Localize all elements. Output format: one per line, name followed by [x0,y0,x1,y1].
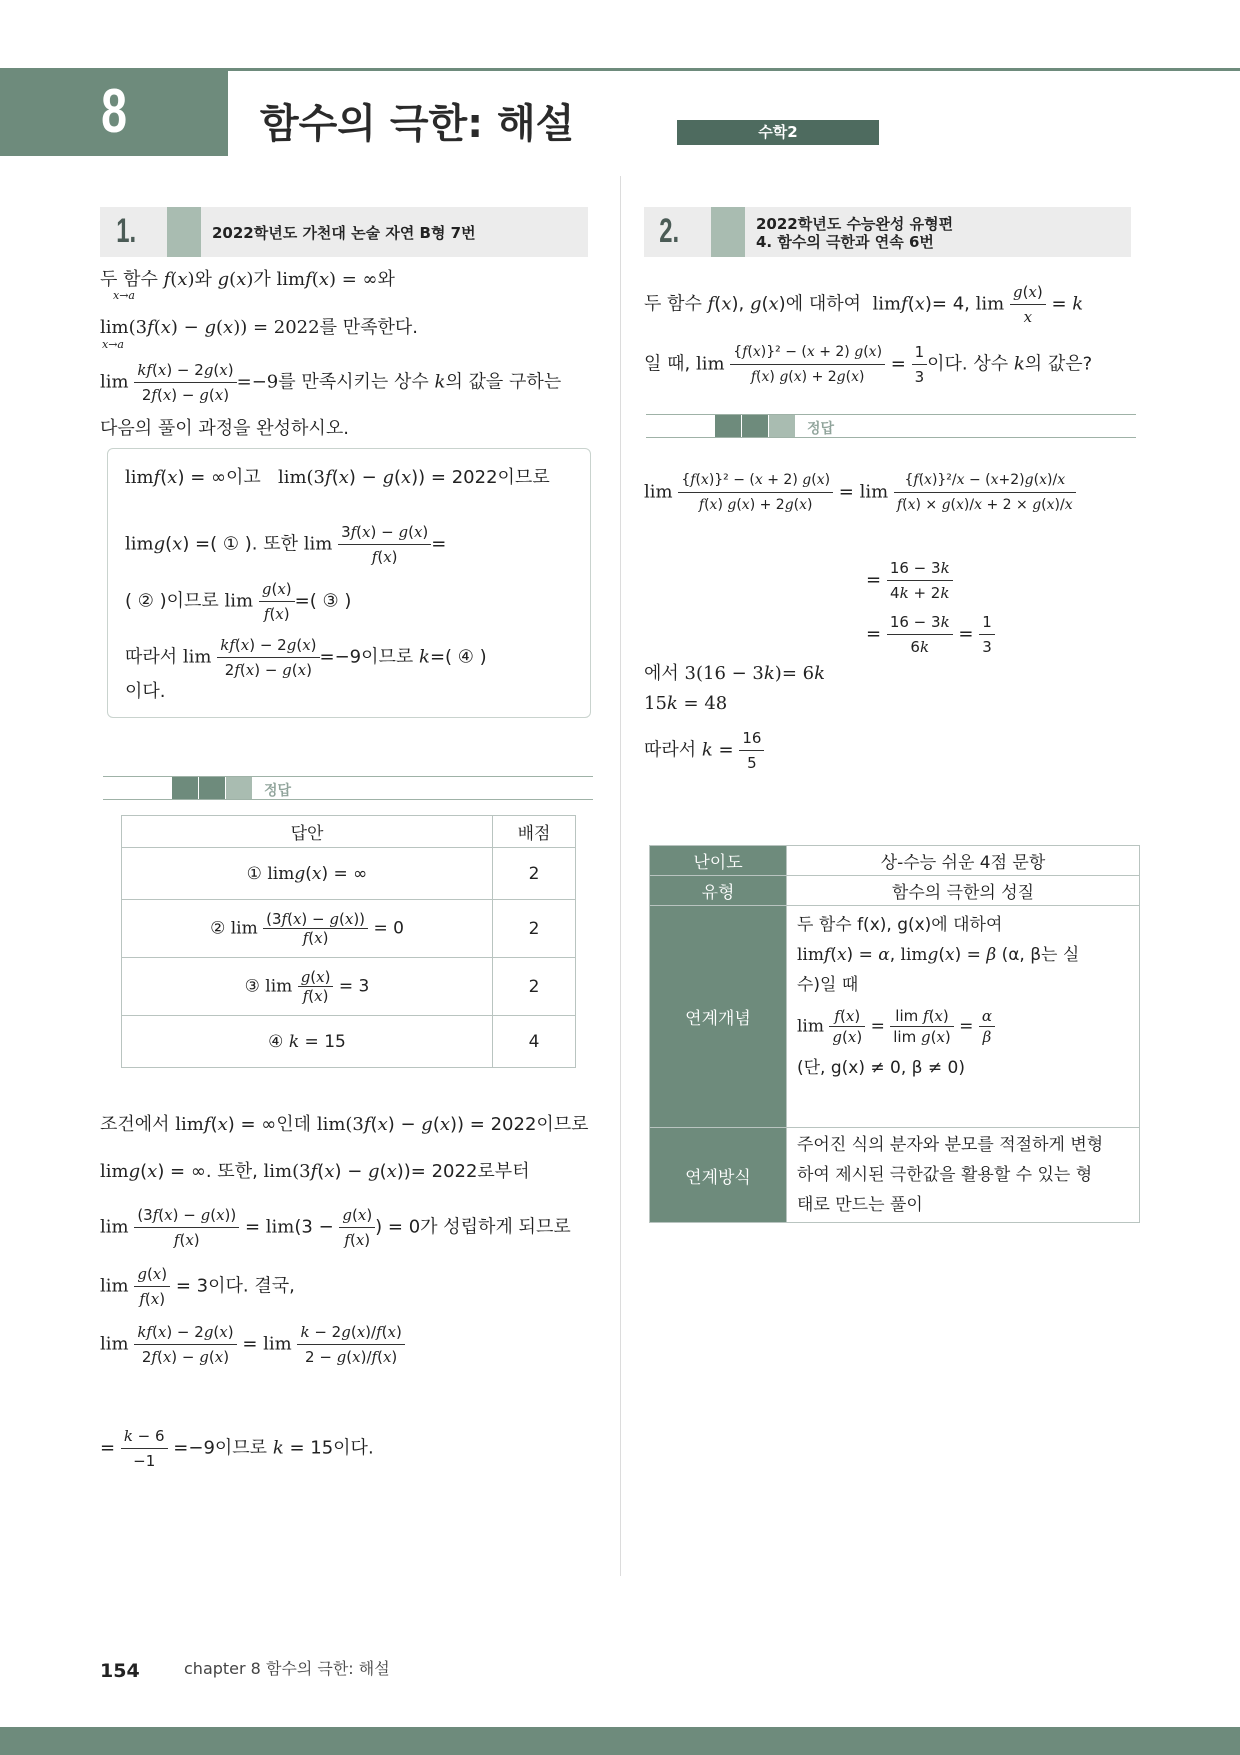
box-line5: 이다. [125,681,166,702]
difficulty-value: 상-수능 쉬운 4점 문항 [787,846,1140,876]
problem1-statement-line1: 두 함수 f(x)와 g(x)가 limf(x) = ∞와 [100,269,395,290]
column-divider [620,176,621,1576]
problem2-title: 2022학년도 수능완성 유형편 4. 함수의 극한과 연속 6번 [756,215,954,251]
difficulty-label: 난이도 [650,846,787,876]
answer-square [199,777,225,799]
answer-table [121,815,576,1068]
page-number: 154 [100,1660,140,1682]
answer-label: 정답 [807,421,835,437]
solution1-line6: = $\frac{k - 6}{-1}$ =−9이므로 k = 15이다. [100,1424,605,1473]
method-label: 연계방식 [650,1128,787,1223]
chapter-number: 8 [101,77,127,146]
type-value: 함수의 극한의 성질 [787,876,1140,906]
table-row: ③ lim $\frac{g(x)}{f(x)}$ = 3 2 [122,958,576,1016]
table-row: ① limg(x) = ∞ 2 [122,848,576,900]
page-title: 함수의 극한: 해설 [260,101,575,147]
lim-subscript: x→a [113,289,135,302]
answer-label: 정답 [264,783,292,799]
problem2-statement-line2: 일 때, lim $\frac{\text{\{f(x)\}² − (x + 2) g(x)}}{f(x) g(x) + 2g(x)}$ = $\frac{1}{3}$ 이다. 상수 k의 값은? [644,340,1134,389]
concept-label: 연계개념 [650,906,787,1128]
lim-subscript: x→a [102,338,124,351]
answer-square [769,415,795,437]
problem2-statement-line1: 두 함수 f(x), g(x)에 대하여 limf(x)= 4, lim $\frac{g(x)}{x}$ = k [644,280,1134,329]
problem1-statement-line4: 다음의 풀이 과정을 완성하시오. [100,418,349,439]
problem1-statement-line2: lim(3f(x) − g(x)) = 2022를 만족한다. [100,317,418,338]
solution2-line1: lim $\frac{\text{\{f(x)\}² − (x + 2) g(x)}}{f(x) g(x) + 2g(x)}$ = lim $\frac{\text{\{f(x)\}²/x − (x+2)g(x)/x}}{f(x) \times g(x)/x + 2 \times g(x)/x}$ [644,468,1134,517]
solution1-line2: limg(x) = ∞. 또한, lim(3f(x) − g(x))= 2022로부터 [100,1161,530,1182]
answer-square [715,415,741,437]
type-label: 유형 [650,876,787,906]
table-row: ④ k = 15 4 [122,1016,576,1068]
box-line3: ( ② )이므로 lim $\frac{g(x)}{f(x)}$ =( ③ ) [125,577,585,626]
answer-rule-bottom [103,799,593,800]
answer-square [226,777,252,799]
answer-square [172,777,198,799]
solution2-line2: = $\frac{16 - 3k}{4k + 2k}$ [866,556,953,605]
solution1-line5: lim $\frac{kf(x) - 2g(x)}{2f(x) - g(x)}$ = lim $\frac{k - 2g(x)/f(x)}{2 - g(x)/f(x)}$ [100,1320,605,1369]
method-value: 주어진 식의 분자와 분모를 적절하게 변형 하여 제시된 극한값을 활용할 수 있는 형 태로 만드는 풀이 [787,1128,1140,1223]
problem2-number: 2. [659,212,680,250]
footer-bar [0,1727,1240,1755]
solution2-line3: = $\frac{16 - 3k}{6k}$ = $\frac{1}{3}$ [866,610,995,659]
solution2-line5: 15k = 48 [644,693,728,714]
answer-square [742,415,768,437]
footer-chapter: chapter 8 함수의 극한: 해설 [184,1659,390,1678]
problem1-accent [167,207,201,257]
table-row: ② lim $\frac{(3f(x) - g(x))}{f(x)}$ = 0 2 [122,900,576,958]
problem1-statement-line3: lim $\frac{kf(x) - 2g(x)}{2f(x) - g(x)}$ =−9를 만족시키는 상수 k의 값을 구하는 [100,358,600,407]
problem1-title: 2022학년도 가천대 논술 자연 B형 7번 [212,224,476,242]
solution1-line1: 조건에서 limf(x) = ∞인데 lim(3f(x) − g(x)) = 2022이므로 [100,1114,589,1135]
problem2-accent [711,207,745,257]
solution2-line4: 에서 3(16 − 3k)= 6k [644,663,825,684]
info-table [649,845,1140,1223]
box-line2: limg(x) =( ① ). 또한 lim $\frac{3f(x) - g(x)}{f(x)}$ = [125,520,585,569]
box-line4: 따라서 lim $\frac{kf(x) - 2g(x)}{2f(x) - g(x)}$ =−9이므로 k=( ④ ) [125,633,585,682]
score-table-header: 배점 [493,816,576,848]
solution1-line4: lim $\frac{g(x)}{f(x)}$ = 3이다. 결국, [100,1262,605,1311]
solution2-line6: 따라서 k = $\frac{16}{5}$ [644,726,764,775]
box-line1: limf(x) = ∞이고 lim(3f(x) − g(x)) = 2022이므로 [125,467,550,488]
answer-rule-bottom [646,437,1136,438]
answer-table-header: 답안 [122,816,493,848]
solution1-line3: lim $\frac{(3f(x) - g(x))}{f(x)}$ = lim(3 − $\frac{g(x)}{f(x)}$ ) = 0가 성립하게 되므로 [100,1203,605,1252]
concept-value: 두 함수 f(x), g(x)에 대하여 limf(x) = α, limg(x) = β (α, β는 실 수)일 때 lim $\frac{f(x)}{g(x)}$ = $\frac{\text{lim f(x)}}{\text{lim g(x)}}$ = $\frac{\alpha}{\beta}$ (단, g(x) ≠ 0, β ≠ 0) [787,906,1140,1128]
subject-badge: 수학2 [677,120,879,145]
problem1-number: 1. [116,212,137,250]
